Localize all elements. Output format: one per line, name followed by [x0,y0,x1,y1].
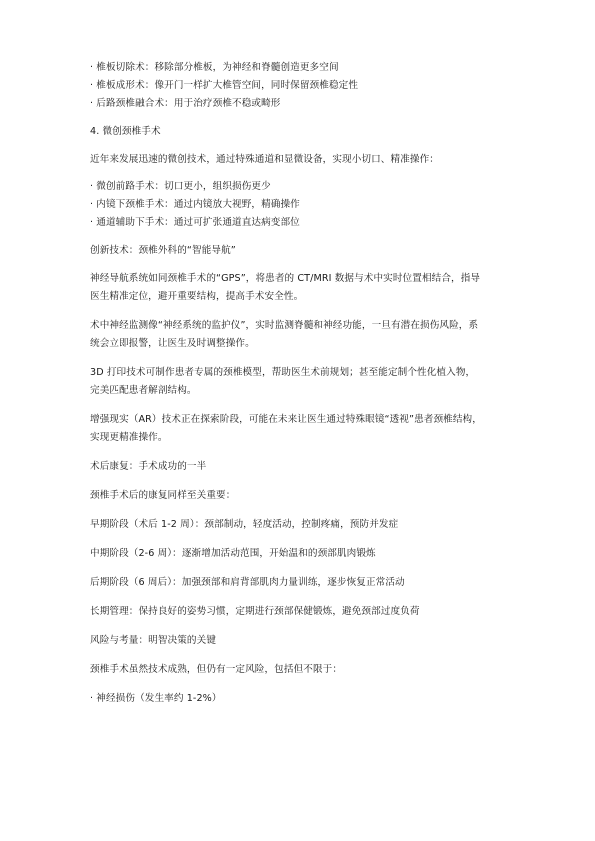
paragraph-line: 实现更精准操作。 [90,432,168,443]
list-item: · 神经损伤（发生率约 1-2%） [90,693,222,704]
list-item: · 内镜下颈椎手术：通过内镜放大视野，精确操作 [90,199,300,210]
section-heading: 创新技术：颈椎外科的“智能导航” [90,245,236,256]
paragraph-line: 增强现实（AR）技术正在探索阶段，可能在未来让医生通过特殊眼镜“透视”患者颈椎结构， [90,414,482,425]
paragraph: 中期阶段（2-6 周）：逐渐增加活动范围，开始温和的颈部肌肉锻炼 [90,548,376,559]
paragraph [90,411,515,447]
paragraph-line: 术中神经监测像“神经系统的监护仪”，实时监测脊髓和神经功能，一旦有潜在损伤风险，系 [90,320,479,331]
minimally-invasive-list [90,178,515,232]
list-item: · 后路颈椎融合术：用于治疗颈椎不稳或畸形 [90,98,281,109]
paragraph [90,270,515,306]
section-heading: 风险与考量：明智决策的关键 [90,635,217,646]
list-item: · 微创前路手术：切口更小，组织损伤更少 [90,181,271,192]
risk-list [90,690,515,708]
paragraph-line: 完美匹配患者解剖结构。 [90,385,197,396]
section-heading: 4. 微创颈椎手术 [90,126,161,137]
paragraph-line: 医生精准定位，避开重要结构，提高手术安全性。 [90,291,304,302]
paragraph: 早期阶段（术后 1-2 周）：颈部制动，轻度活动，控制疼痛，预防并发症 [90,519,399,530]
paragraph-line: 统会立即报警，让医生及时调整操作。 [90,338,255,349]
list-item: · 椎板切除术：移除部分椎板，为神经和脊髓创造更多空间 [90,62,339,73]
paragraph: 后期阶段（6 周后）：加强颈部和肩背部肌肉力量训练，逐步恢复正常活动 [90,577,405,588]
list-item: · 椎板成形术：像开门一样扩大椎管空间，同时保留颈椎稳定性 [90,80,359,91]
list-item: · 通道辅助下手术：通过可扩张通道直达病变部位 [90,217,300,228]
paragraph: 近年来发展迅速的微创技术，通过特殊通道和显微设备，实现小切口、精准操作： [90,154,439,165]
section-heading: 术后康复：手术成功的一半 [90,461,207,472]
paragraph-line: 神经导航系统如同颈椎手术的“GPS”，将患者的 CT/MRI 数据与术中实时位置相结合，指导 [90,273,481,284]
paragraph: 颈椎手术后的康复同样至关重要： [90,490,236,501]
paragraph: 颈椎手术虽然技术成熟，但仍有一定风险，包括但不限于： [90,664,343,675]
paragraph: 长期管理：保持良好的姿势习惯，定期进行颈部保健锻炼，避免颈部过度负荷 [90,606,420,617]
paragraph-line: 3D 打印技术可制作患者专属的颈椎模型，帮助医生术前规划；甚至能定制个性化植入物， [90,367,476,378]
paragraph [90,317,515,353]
laminectomy-list [90,59,515,113]
paragraph [90,364,515,400]
